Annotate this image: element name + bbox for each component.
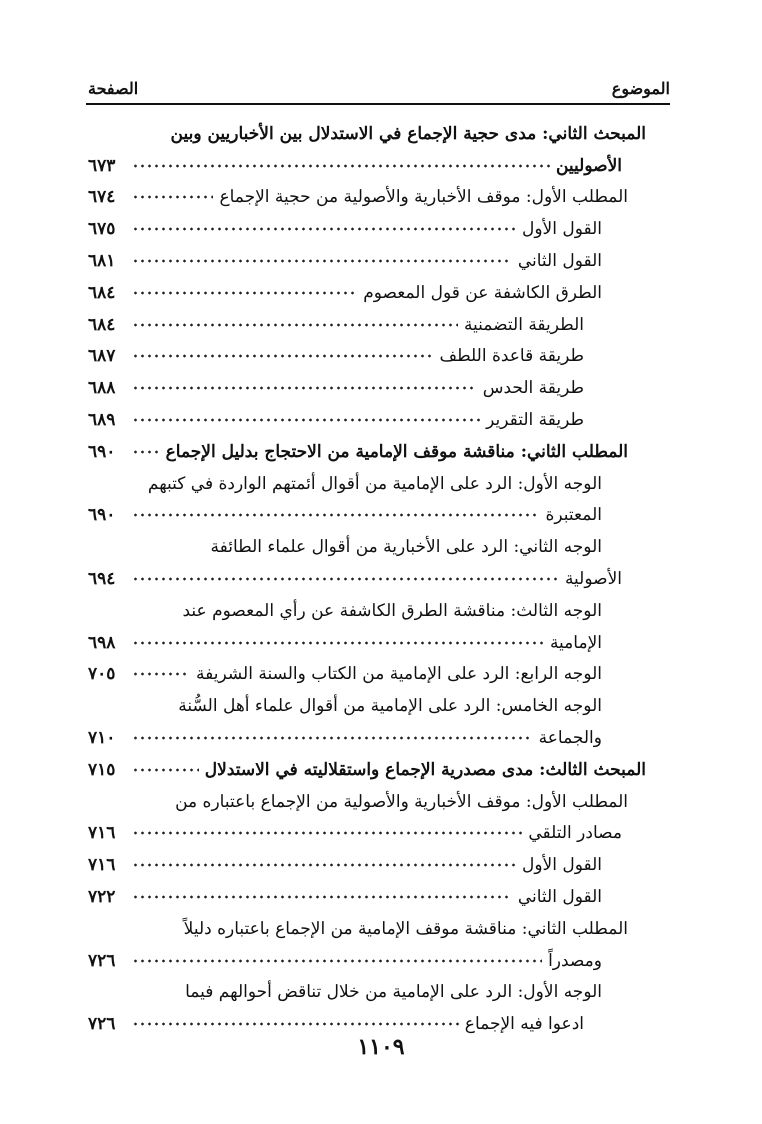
toc-entry [88,245,646,277]
toc-entry [88,595,646,627]
toc-entry-title: ادعوا فيه الإجماع [464,1014,584,1035]
dot-leader [132,577,559,581]
toc-entry-title: الوجه الرابع: الرد على الإمامية من الكتاب والسنة الشريفة [196,664,602,685]
dot-leader [132,450,160,454]
page-header [88,76,670,98]
toc-entry-title: والجماعة [538,728,602,749]
toc-entry [88,372,646,404]
dot-leader [132,1022,459,1026]
toc-entry-page: ٧٠٥ [88,664,116,685]
toc-entry [88,563,646,595]
toc-entry-page: ٦٧٤ [88,187,116,208]
toc-entry-page: ٧١٦ [88,823,116,844]
toc-entry-page: ٦٩٠ [88,441,116,462]
toc-entry [88,213,646,245]
toc-entry-title: المطلب الثاني: مناقشة موقف الإمامية من الإجماع باعتباره دليلاً [183,918,628,939]
toc-entry-page: ٦٧٣ [88,155,116,176]
toc-entry [88,690,646,722]
toc-entry-title: المبحث الثالث: مدى مصدرية الإجماع واستقلاليته في الاستدلال [204,759,646,780]
toc-entry-title: ومصدراً [548,950,602,971]
toc-entry-title: الوجه الأول: الرد على الإمامية من خلال تناقض أحوالهم فيما [185,982,602,1003]
dot-leader [132,895,512,899]
toc-entry-page: ٧٢٢ [88,887,116,908]
toc-entry-page: ٦٨١ [88,251,116,272]
toc-entry [88,849,646,881]
toc-entry [88,531,646,563]
dot-leader [132,641,544,645]
toc-entry-page: ٧١٦ [88,855,116,876]
toc-entry [88,182,646,214]
dot-leader [132,736,533,740]
toc-entry-title: المعتبرة [545,505,602,526]
toc-entry-page: ٦٨٨ [88,378,116,399]
toc-entry [88,913,646,945]
toc-entry-page: ٦٨٤ [88,282,116,303]
toc-entry [88,150,646,182]
toc-entry-title: طريقة الحدس [482,378,584,399]
toc-entry-title: طريقة التقرير [486,410,584,431]
toc-entry [88,945,646,977]
toc-entry [88,754,646,786]
toc-entry [88,436,646,468]
toc-entry-page: ٦٩٠ [88,505,116,526]
toc-entry-title: القول الأول [521,219,602,240]
toc-entry-page: ٧٢٦ [88,1014,116,1035]
toc-entry [88,500,646,532]
dot-leader [132,323,458,327]
header-topic-label: الموضوع [611,79,670,98]
toc-entry [88,404,646,436]
dot-leader [132,831,522,835]
toc-entry-title: القول الثاني [517,251,602,272]
toc-entry [88,118,646,150]
toc-entry-title: مصادر التلقي [528,823,622,844]
dot-leader [132,227,516,231]
dot-leader [132,386,477,390]
dot-leader [132,418,480,422]
header-page-label: الصفحة [88,79,139,98]
table-of-contents [88,118,646,1040]
toc-entry-title: الوجه الأول: الرد على الإمامية من أقوال أئمتهم الواردة في كتبهم [147,473,602,494]
dot-leader [132,863,516,867]
toc-entry [88,341,646,373]
toc-entry [88,659,646,691]
toc-entry-title: الوجه الخامس: الرد على الإمامية من أقوال علماء أهل السُّنة [178,696,602,717]
toc-entry-title: الطريقة التضمنية [463,314,584,335]
dot-leader [132,959,542,963]
header-rule [86,103,670,105]
toc-entry-page: ٦٩٨ [88,632,116,653]
toc-entry [88,977,646,1009]
dot-leader [132,768,199,772]
toc-entry [88,722,646,754]
dot-leader [132,291,357,295]
toc-entry [88,818,646,850]
toc-entry-page: ٦٧٥ [88,219,116,240]
toc-entry-title: الوجه الثاني: الرد على الأخبارية من أقوال علماء الطائفة [210,537,602,558]
page-number: ١١٠٩ [357,1034,405,1060]
toc-entry [88,277,646,309]
toc-entry [88,468,646,500]
toc-entry-page: ٧٢٦ [88,950,116,971]
toc-entry-page: ٧١٥ [88,759,116,780]
dot-leader [132,195,213,199]
toc-entry-page: ٧١٠ [88,728,116,749]
dot-leader [132,513,540,517]
toc-entry [88,627,646,659]
dot-leader [132,164,550,168]
toc-entry-title: المطلب الثاني: مناقشة موقف الإمامية من الاحتجاج بدليل الإجماع [165,441,628,462]
toc-entry-page: ٦٨٩ [88,410,116,431]
toc-entry-title: الطرق الكاشفة عن قول المعصوم [363,282,602,303]
toc-entry-title: الإمامية [549,632,602,653]
toc-entry [88,786,646,818]
toc-entry-title: الأصولية [564,569,622,590]
toc-entry-title: الأصوليين [555,155,622,176]
toc-entry-page: ٦٨٧ [88,346,116,367]
toc-entry-title: الوجه الثالث: مناقشة الطرق الكاشفة عن رأي المعصوم عند [182,600,602,621]
toc-entry-title: المبحث الثاني: مدى حجية الإجماع في الاستدلال بين الأخباريين وبين [170,123,646,144]
dot-leader [132,259,512,263]
toc-entry-title: المطلب الأول: موقف الأخبارية والأصولية من الإجماع باعتباره من [175,791,628,812]
toc-entry [88,881,646,913]
toc-entry [88,309,646,341]
dot-leader [132,354,433,358]
toc-entry-title: القول الأول [521,855,602,876]
toc-entry-title: المطلب الأول: موقف الأخبارية والأصولية من حجية الإجماع [219,187,628,208]
toc-entry-page: ٦٨٤ [88,314,116,335]
toc-entry-title: طريقة قاعدة اللطف [439,346,584,367]
toc-entry-title: القول الثاني [517,887,602,908]
dot-leader [132,672,190,676]
toc-entry-page: ٦٩٤ [88,569,116,590]
